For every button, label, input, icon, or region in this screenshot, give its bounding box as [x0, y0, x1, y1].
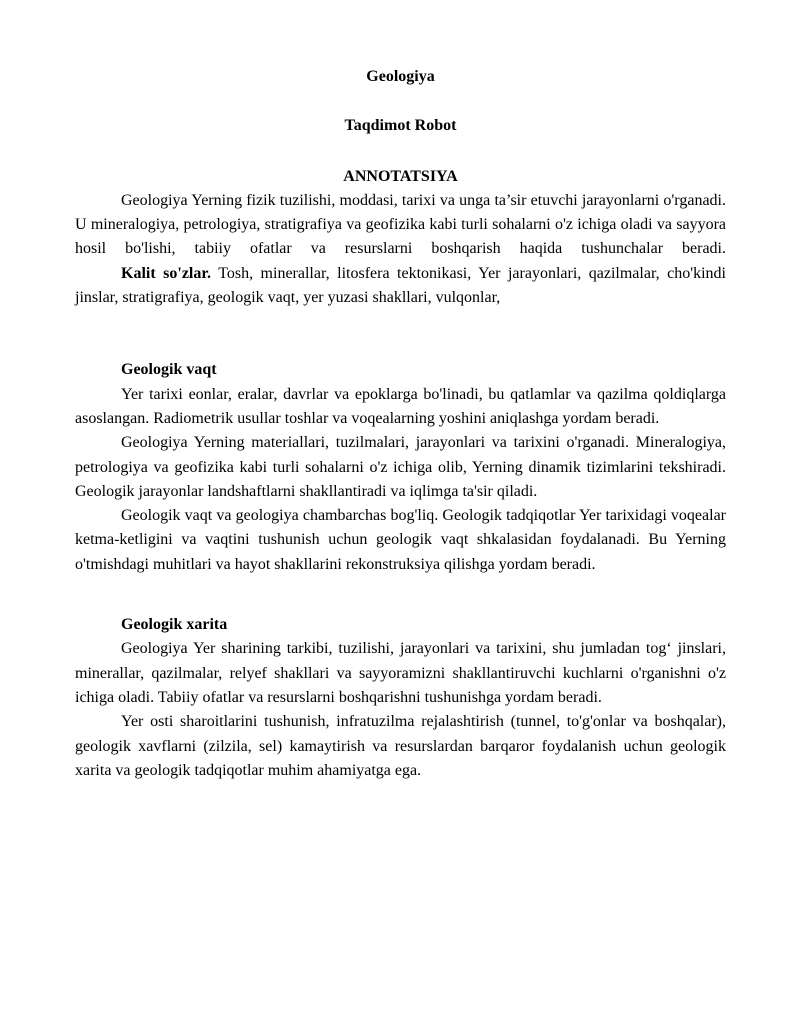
section1-paragraph-1: Yer tarixi eonlar, eralar, davrlar va epoklarga bo'linadi, bu qatlamlar va qazilma qoldiqlarga asoslangan. Radiometrik usullar toshlar va voqealarning yoshini aniqlashga yordam beradi. [75, 385, 726, 427]
document-subtitle: Taqdimot Robot [344, 117, 457, 135]
section-heading-geologik-vaqt: Geologik vaqt [121, 361, 217, 379]
document-title: Geologiya [366, 68, 435, 85]
section1-paragraph-2: Geologiya Yerning materiallari, tuzilmalari, jarayonlari va tarixini o'rganadi. Mineralogiya, petrologiya va geofizika kabi turli sohalarni o'z ichiga olib, Yerning dinamik tizimlarini tekshiradi. Geologik jarayonlar landshaftlarni shakllantiradi va iqlimga ta'sir qiladi. [75, 434, 726, 500]
annotation-paragraph: Geologiya Yerning fizik tuzilishi, moddasi, tarixi va unga ta’sir etuvchi jarayonlarni o'rganadi. U mineralogiya, petrologiya, stratigrafiya va geofizika kabi turli sohalarni o'z ichiga oladi va sayyora hosil bo'lishi, tabiiy ofatlar va resurslarni boshqarish haqida tushunchalar beradi. [75, 191, 726, 258]
section2-paragraph-1: Geologiya Yer sharining tarkibi, tuzilishi, jarayonlari va tarixini, shu jumladan tog‘ jinslari, minerallar, qazilmalar, relyef shakllari va sayyoramizni shakllantiruvchi kuchlarni o'rganishni o'z ichiga oladi. Tabiiy ofatlar va resurslarni boshqarishni tushunishga yordam beradi. [75, 640, 726, 706]
section1-paragraph-3: Geologik vaqt va geologiya chambarchas bog'liq. Geologik tadqiqotlar Yer tarixidagi voqealar ketma-ketligini va vaqtini tushunish uchun geologik vaqt shkalasidan foydalanadi. Bu Yerning o'tmishdagi muhitlari va hayot shakllarini rekonstruksiya qilishga yordam beradi. [75, 507, 726, 573]
keywords-label: Kalit so'zlar. [121, 264, 211, 282]
annotation-heading: ANNOTATSIYA [343, 167, 458, 185]
keywords-paragraph [75, 262, 726, 311]
section-heading-geologik-xarita: Geologik xarita [121, 616, 228, 634]
section2-paragraph-2: Yer osti sharoitlarini tushunish, infratuzilma rejalashtirish (tunnel, to'g'onlar va boshqalar), geologik xavflarni (zilzila, sel) kamaytirish va resurslardan barqaror foydalanish uchun geologik xarita va geologik tadqiqotlar muhim ahamiyatga ega. [75, 713, 726, 779]
keywords-text: Tosh, minerallar, litosfera tektonikasi, Yer jarayonlari, qazilmalar, cho'kindi jinslar, stratigrafiya, geologik vaqt, yer yuzasi shakllari, vulqonlar, [75, 264, 726, 307]
